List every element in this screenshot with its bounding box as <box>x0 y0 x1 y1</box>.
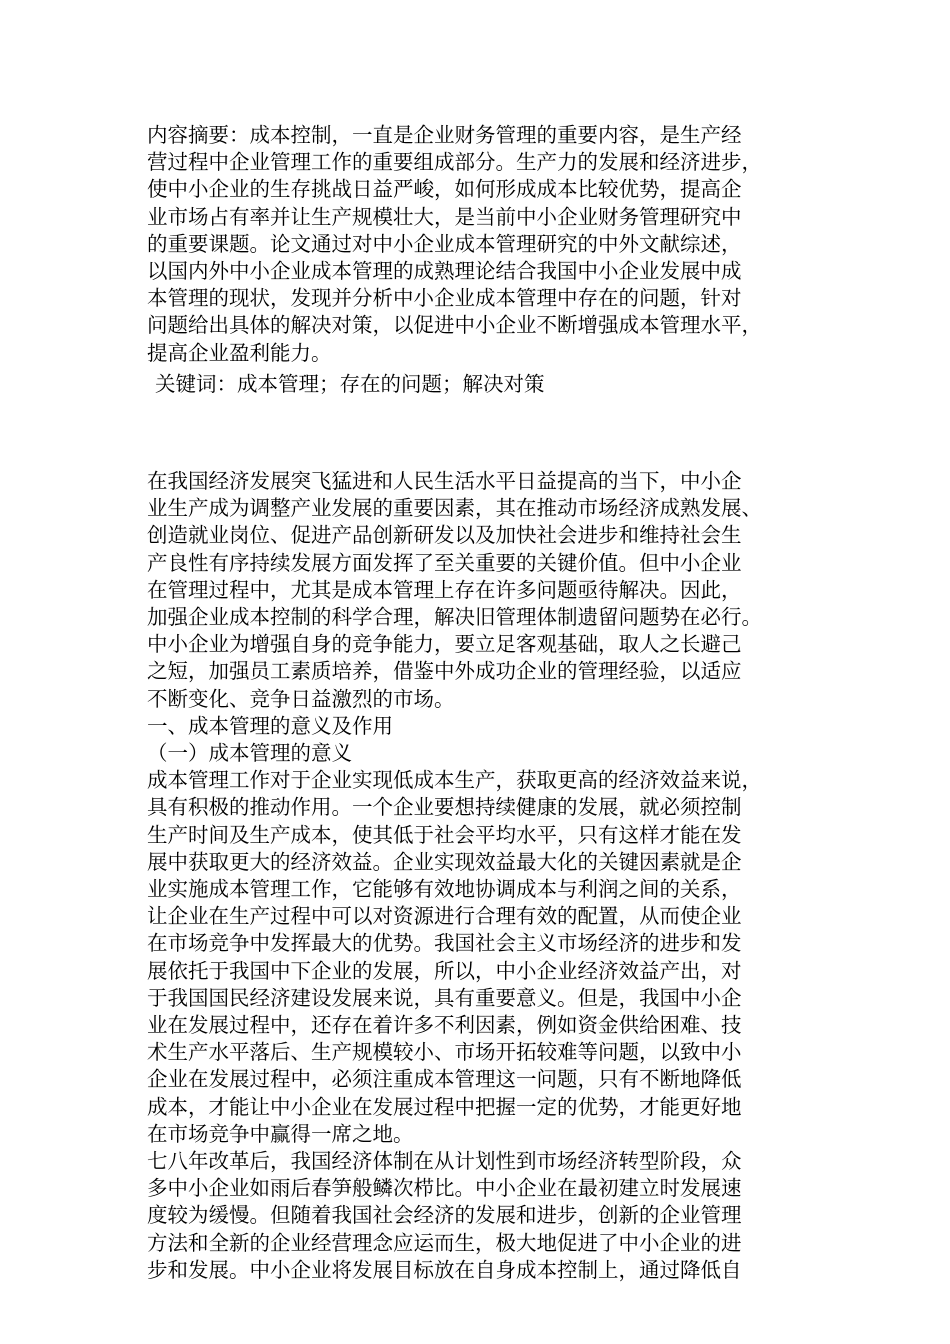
body-line: 展依托于我国中下企业的发展，所以，中小企业经济效益产出，对 <box>147 958 742 983</box>
body-line: 术生产水平落后、生产规模较小、市场开拓较难等问题，以致中小 <box>147 1040 742 1065</box>
abstract-line: 内容摘要：成本控制，一直是企业财务管理的重要内容，是生产经 <box>147 123 742 147</box>
body-line: 加强企业成本控制的科学合理，解决旧管理体制遗留问题势在必行。 <box>147 605 762 630</box>
body-line: 展中获取更大的经济效益。企业实现效益最大化的关键因素就是企 <box>147 849 742 874</box>
body-line: 在我国经济发展突飞猛进和人民生活水平日益提高的当下，中小企 <box>147 469 742 493</box>
body-line: 生产时间及生产成本，使其低于社会平均水平，只有这样才能在发 <box>147 822 742 847</box>
section-heading: 一、成本管理的意义及作用 <box>147 713 393 738</box>
abstract-line: 的重要课题。论文通过对中小企业成本管理研究的中外文献综述， <box>147 231 742 256</box>
abstract-line: 问题给出具体的解决对策，以促进中小企业不断增强成本管理水平， <box>147 313 762 338</box>
body-line: 于我国国民经济建设发展来说，具有重要意义。但是，我国中小企 <box>147 985 742 1010</box>
body-line: 之短，加强员工素质培养，借鉴中外成功企业的管理经验，以适应 <box>147 659 742 684</box>
body-line: 业生产成为调整产业发展的重要因素，其在推动市场经济成熟发展、 <box>147 496 762 521</box>
body-text <box>147 468 807 1284</box>
abstract-paragraph <box>147 122 807 367</box>
body-line: 成本，才能让中小企业在发展过程中把握一定的优势，才能更好地 <box>147 1094 742 1119</box>
subsection-heading: （一）成本管理的意义 <box>147 741 352 766</box>
body-line: 在市场竞争中赢得一席之地。 <box>147 1121 414 1146</box>
body-line: 让企业在生产过程中可以对资源进行合理有效的配置，从而使企业 <box>147 904 742 929</box>
body-line: 中小企业为增强自身的竞争能力，要立足客观基础，取人之长避己 <box>147 632 742 657</box>
body-line: 创造就业岗位、促进产品创新研发以及加快社会进步和维持社会生 <box>147 523 742 548</box>
body-line: 业在发展过程中，还存在着许多不利因素，例如资金供给困难、技 <box>147 1013 742 1038</box>
abstract-line: 本管理的现状，发现并分析中小企业成本管理中存在的问题，针对 <box>147 286 742 311</box>
body-line: 七八年改革后，我国经济体制在从计划性到市场经济转型阶段，众 <box>147 1149 742 1174</box>
body-line: 在市场竞争中发挥最大的优势。我国社会主义市场经济的进步和发 <box>147 931 742 956</box>
body-line: 步和发展。中小企业将发展目标放在自身成本控制上，通过降低自 <box>147 1257 742 1282</box>
body-line: 产良性有序持续发展方面发挥了至关重要的关键价值。但中小企业 <box>147 550 742 575</box>
keywords-line <box>155 371 815 398</box>
body-line: 多中小企业如雨后春笋般鳞次栉比。中小企业在最初建立时发展速 <box>147 1176 742 1201</box>
abstract-line: 营过程中企业管理工作的重要组成部分。生产力的发展和经济进步， <box>147 150 762 175</box>
abstract-line: 以国内外中小企业成本管理的成熟理论结合我国中小企业发展中成 <box>147 259 742 284</box>
abstract-line: 使中小企业的生存挑战日益严峻，如何形成成本比较优势，提高企 <box>147 177 742 202</box>
keywords-text: 关键词：成本管理；存在的问题；解决对策 <box>155 372 545 396</box>
abstract-line: 业市场占有率并让生产规模壮大，是当前中小企业财务管理研究中 <box>147 204 742 229</box>
body-line: 具有积极的推动作用。一个企业要想持续健康的发展，就必须控制 <box>147 795 742 820</box>
abstract-line: 提高企业盈利能力。 <box>147 340 332 365</box>
body-line: 成本管理工作对于企业实现低成本生产，获取更高的经济效益来说， <box>147 768 762 793</box>
body-line: 在管理过程中，尤其是成本管理上存在许多问题亟待解决。因此， <box>147 577 742 602</box>
body-line: 企业在发展过程中，必须注重成本管理这一问题，只有不断地降低 <box>147 1067 742 1092</box>
body-line: 业实施成本管理工作，它能够有效地协调成本与利润之间的关系， <box>147 877 742 902</box>
body-line: 度较为缓慢。但随着我国社会经济的发展和进步，创新的企业管理 <box>147 1203 742 1228</box>
body-line: 不断变化、竞争日益激烈的市场。 <box>147 686 455 711</box>
body-line: 方法和全新的企业经营理念应运而生，极大地促进了中小企业的进 <box>147 1230 742 1255</box>
